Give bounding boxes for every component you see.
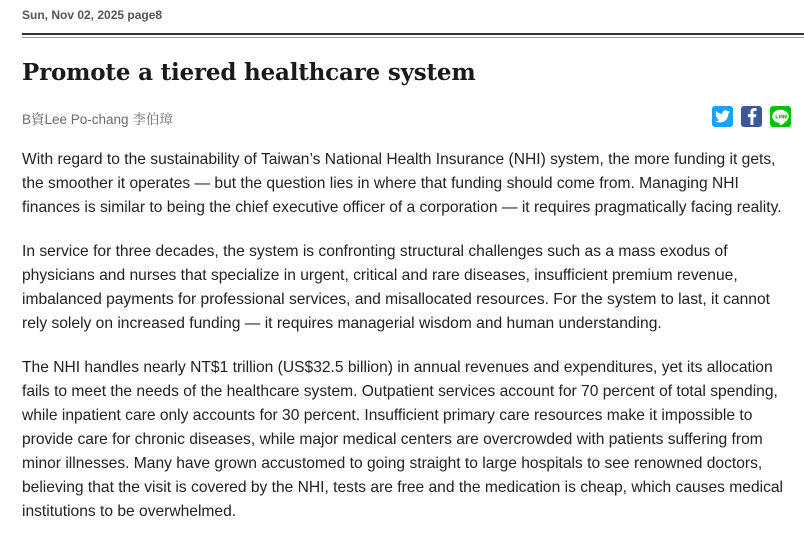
article-title: Promote a tiered healthcare system <box>22 59 476 86</box>
share-buttons <box>712 106 791 127</box>
header-rule-thick <box>22 33 804 35</box>
paragraph: In service for three decades, the system is confronting structural challenges such as a mass exodus of physicians and nurses that specialize in urgent, critical and rare diseases, insufficient premium revenue, imbalanced payments for professional services, and misallocated resources. For the system to last, it cannot rely solely on increased funding — it requires managerial wisdom and human understanding. <box>22 243 770 332</box>
line-share-button[interactable] <box>770 106 791 127</box>
twitter-share-button[interactable] <box>712 106 733 127</box>
article-body <box>22 148 797 544</box>
dateline: Sun, Nov 02, 2025 page8 <box>22 8 163 22</box>
line-icon <box>772 109 789 125</box>
facebook-icon <box>746 108 758 125</box>
facebook-share-button[interactable] <box>741 106 762 127</box>
paragraph: With regard to the sustainability of Taiwan’s National Health Insurance (NHI) system, the more funding it gets, the smoother it operates — but the question lies in where that funding should come from. Managing NHI finances is similar to being the chief executive officer of a corporation — it requires pragmatically facing reality. <box>22 151 782 216</box>
paragraph: The NHI handles nearly NT$1 trillion (US$32.5 billion) in annual revenues and expenditures, yet its allocation fails to meet the needs of the healthcare system. Outpatient services account for 70 percent of total spending, while inpatient care only accounts for 30 percent. Insufficient primary care resources make it impossible to provide care for chronic diseases, while major medical centers are overcrowded with patients suffering from minor illnesses. Many have grown accustomed to going straight to large hospitals to see renowned doctors, believing that the visit is covered by the NHI, tests are free and the medication is cheap, which causes medical institutions to be overwhelmed. <box>22 359 784 520</box>
twitter-icon <box>715 110 730 123</box>
byline: B資Lee Po-chang 李伯璋 <box>22 112 173 127</box>
header-rule-thin <box>22 37 804 38</box>
